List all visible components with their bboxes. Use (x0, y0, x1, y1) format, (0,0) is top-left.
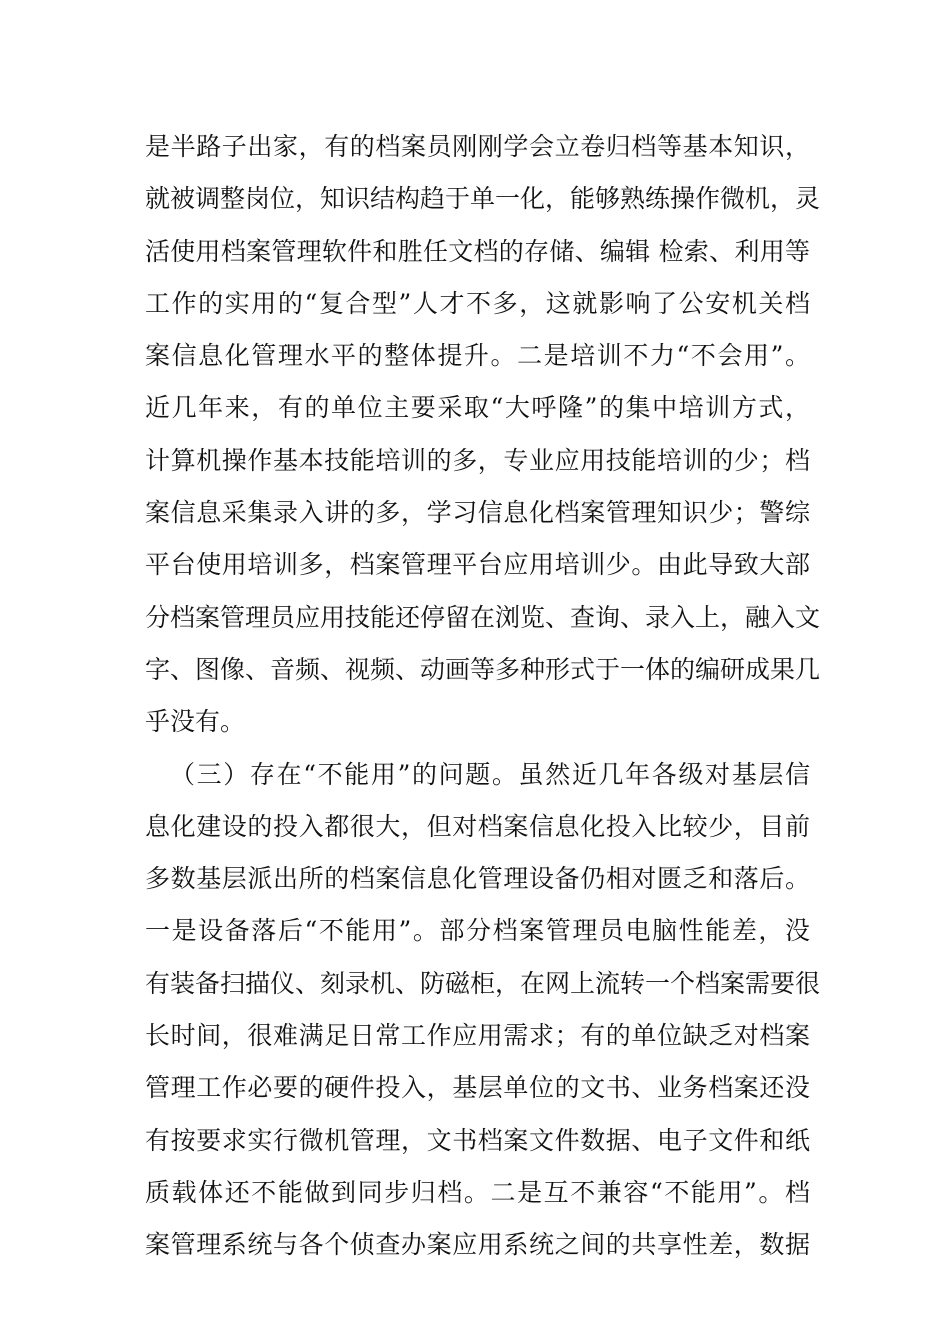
text-line: 计算机操作基本技能培训的多，专业应用技能培训的少；档 (145, 445, 810, 475)
text-line: 字、图像、音频、视频、动画等多种形式于一体的编研成果几 (145, 654, 821, 684)
text-line: 活使用档案管理软件和胜任文档的存储、编辑 检索、利用等 (145, 236, 810, 266)
text-line: 案信息采集录入讲的多，学习信息化档案管理知识少；警综 (145, 498, 810, 528)
text-line: 长时间，很难满足日常工作应用需求；有的单位缺乏对档案 (145, 1021, 810, 1051)
text-line: 息化建设的投入都很大，但对档案信息化投入比较少，目前 (145, 811, 810, 841)
text-line: 一是设备落后“不能用”。部分档案管理员电脑性能差，没 (145, 916, 810, 946)
text-line: 近几年来，有的单位主要采取“大呼隆”的集中培训方式， (145, 393, 810, 423)
text-line: 分档案管理员应用技能还停留在浏览、查询、录入上，融入文 (145, 602, 821, 632)
text-line: 工作的实用的“复合型”人才不多，这就影响了公安机关档 (145, 288, 810, 318)
text-line: 有按要求实行微机管理，文书档案文件数据、电子文件和纸 (145, 1125, 810, 1155)
text-line: 案管理系统与各个侦查办案应用系统之间的共享性差，数据 (145, 1230, 810, 1260)
text-line: 质载体还不能做到同步归档。二是互不兼容“不能用”。档 (145, 1177, 810, 1207)
text-line: 平台使用培训多，档案管理平台应用培训少。由此导致大部 (145, 550, 810, 580)
text-line: 就被调整岗位，知识结构趋于单一化，能够熟练操作微机，灵 (145, 184, 821, 214)
section-heading-line: （三）存在“不能用”的问题。虽然近几年各级对基层信 (170, 759, 810, 789)
text-line: 乎没有。 (145, 707, 246, 737)
text-line: 多数基层派出所的档案信息化管理设备仍相对匮乏和落后。 (145, 864, 810, 894)
body-text (145, 121, 821, 1272)
text-line: 有装备扫描仪、刻录机、防磁柜，在网上流转一个档案需要很 (145, 968, 821, 998)
text-line: 是半路子出家，有的档案员刚刚学会立卷归档等基本知识， (145, 132, 810, 161)
text-line: 管理工作必要的硬件投入，基层单位的文书、业务档案还没 (145, 1073, 810, 1103)
text-line: 案信息化管理水平的整体提升。二是培训不力“不会用”。 (145, 341, 810, 371)
